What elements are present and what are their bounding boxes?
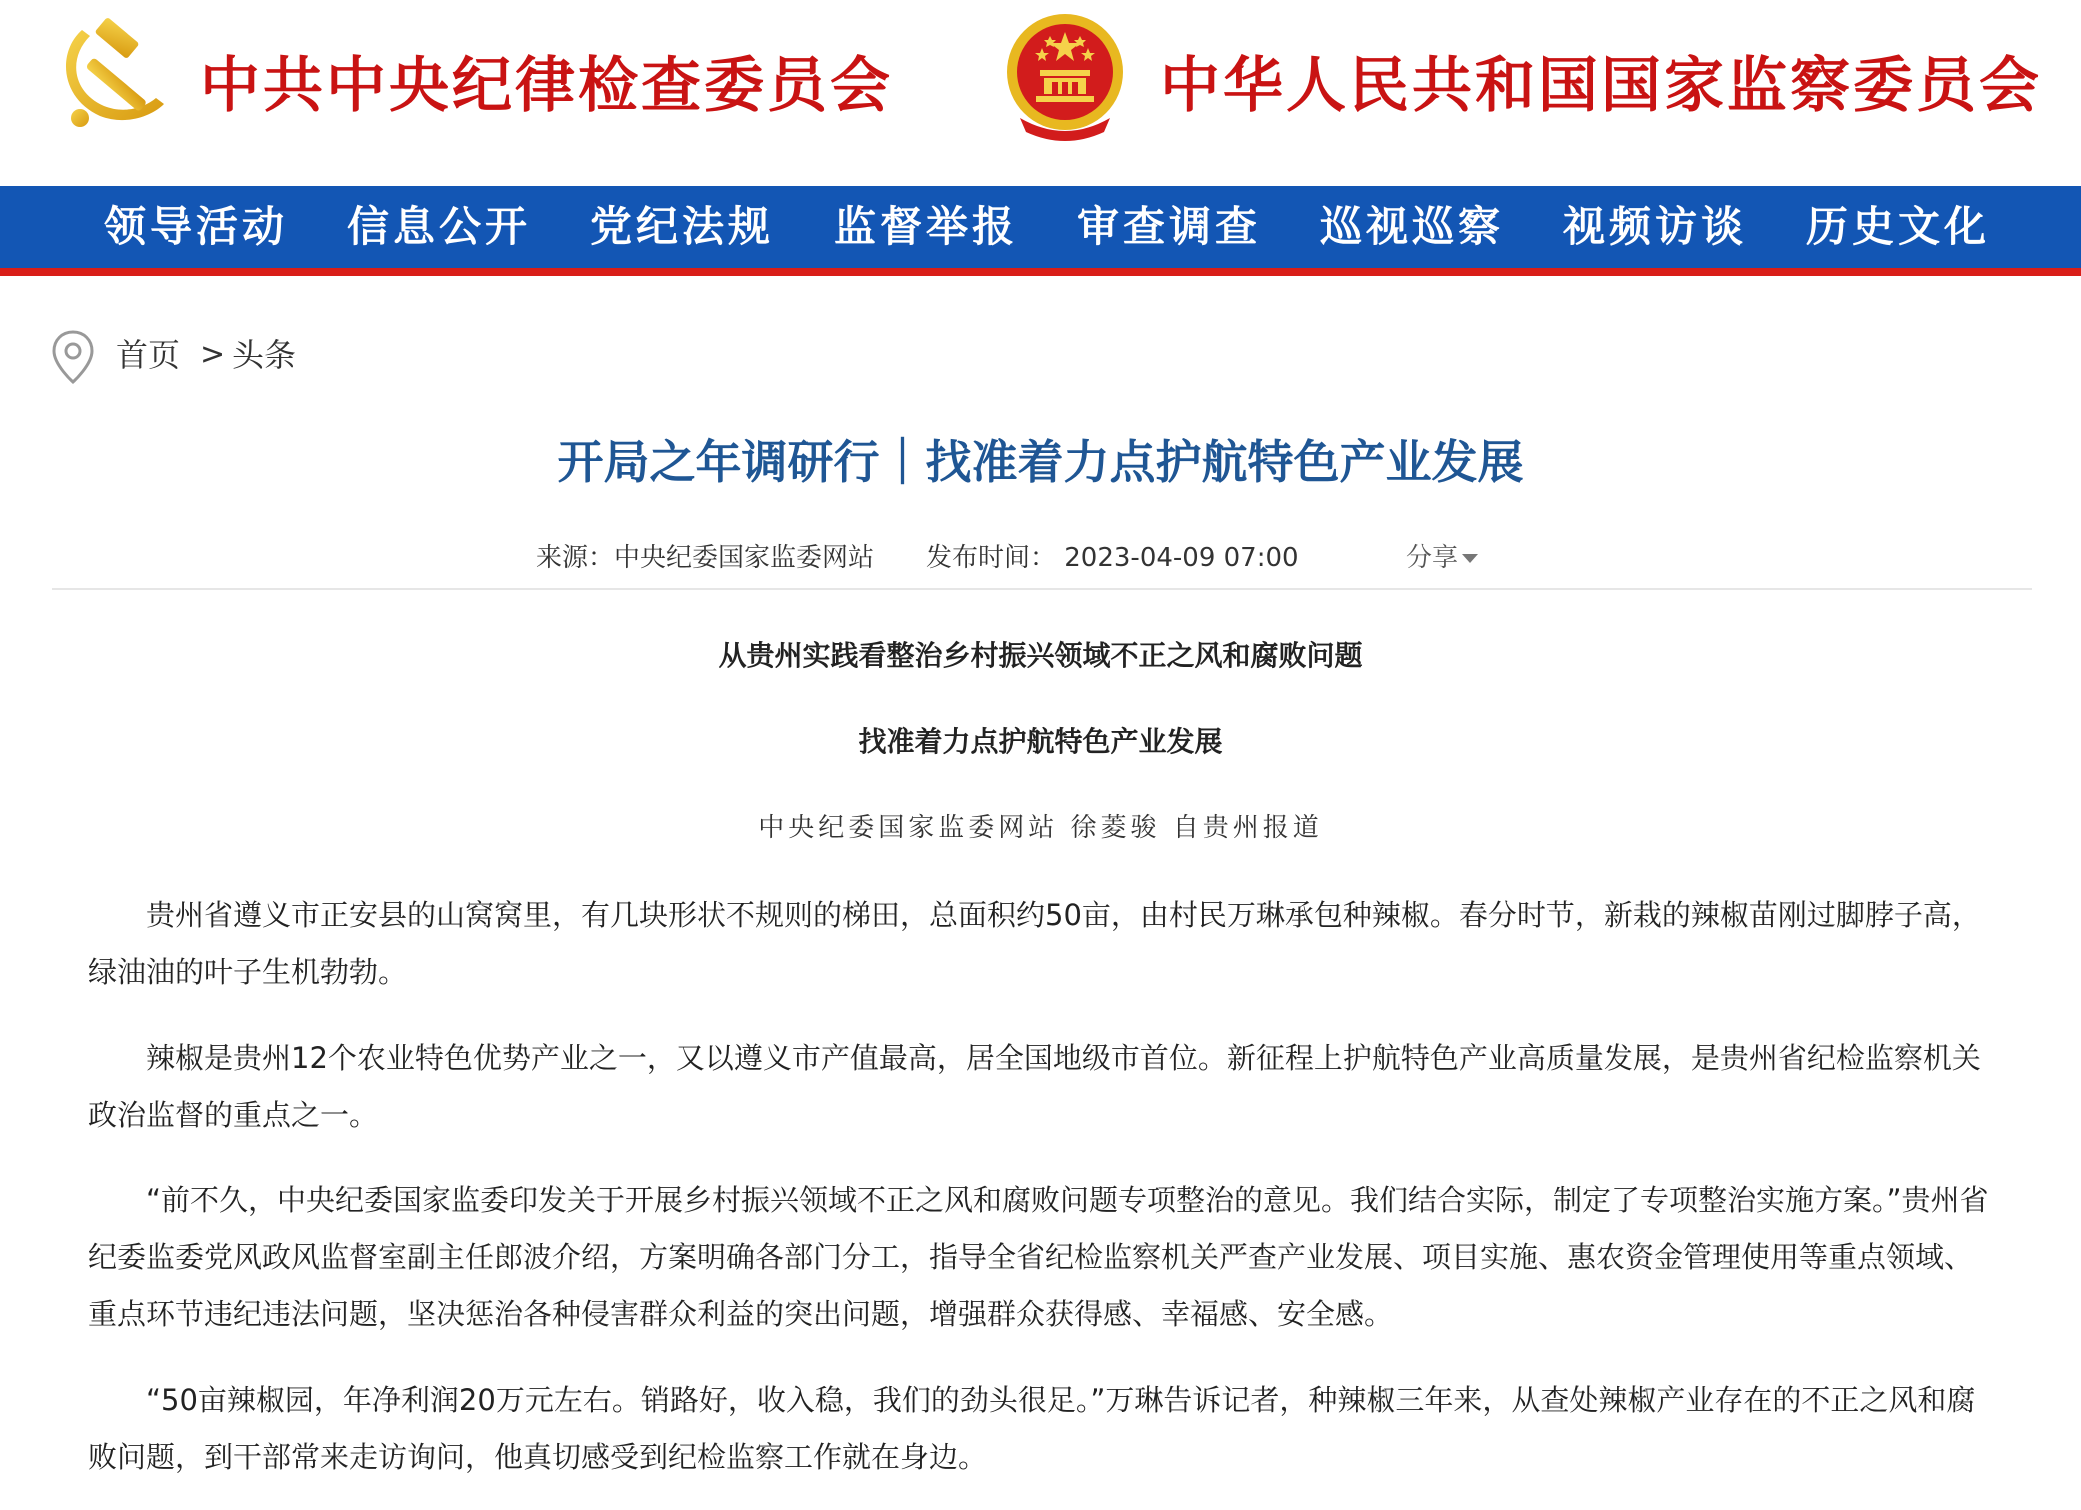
nav-item-leadership-activities[interactable]: 领导活动	[104, 202, 289, 251]
nav-item-supervision-reporting[interactable]: 监督举报	[834, 202, 1019, 251]
org-name-national-supervision[interactable]: 中华人民共和国国家监察委员会	[1160, 51, 2042, 121]
article-publish-time: 发布时间： 2023-04-09 07:00	[926, 543, 1299, 573]
article-title: 开局之年调研行｜找准着力点护航特色产业发展	[557, 435, 1524, 489]
article-paragraph: “前不久，中央纪委国家监委印发关于开展乡村振兴领域不正之风和腐败问题专项整治的意见。我们结合实际，制定了专项整治实施方案。”贵州省纪委监委党风政风监督室副主任郎波介绍，方案明确各部门分工，指导全省纪检监察机关严查产业发展、项目实施、惠农资金管理使用等重点领域、重点环节违纪违法问题，坚决惩治各种侵害群众利益的突出问题，增强群众获得感、幸福感、安全感。	[88, 1183, 1989, 1331]
nav-item-party-regulations[interactable]: 党纪法规	[590, 202, 775, 251]
share-dropdown[interactable]	[1406, 540, 1478, 576]
article-paragraph: “50亩辣椒园，年净利润20万元左右。销路好，收入稳，我们的劲头很足。”万琳告诉记者，种辣椒三年来，从查处辣椒产业存在的不正之风和腐败问题，到干部常来走访询问，他真切感受到纪检监察工作就在身边。	[88, 1383, 1976, 1474]
nav-item-video-interviews[interactable]: 视频访谈	[1563, 202, 1748, 251]
header-divider	[52, 588, 2032, 590]
site-header	[0, 0, 2081, 186]
nav-item-inspection-tours[interactable]: 巡视巡察	[1320, 202, 1505, 251]
caret-down-icon	[1462, 554, 1478, 563]
article-subheading-1: 从贵州实践看整治乡村振兴领域不正之风和腐败问题	[718, 639, 1363, 672]
article-subheading-2: 找准着力点护航特色产业发展	[858, 725, 1223, 758]
article-paragraph: 辣椒是贵州12个农业特色优势产业之一，又以遵义市产值最高，居全国地级市首位。新征程上护航特色产业高质量发展，是贵州省纪检监察机关政治监督的重点之一。	[88, 1041, 1981, 1132]
breadcrumb-separator: >	[200, 337, 226, 372]
nav-item-information-disclosure[interactable]: 信息公开	[347, 202, 532, 251]
nav-red-underline	[0, 268, 2081, 276]
share-label: 分享	[1406, 543, 1459, 573]
article-paragraph: 贵州省遵义市正安县的山窝窝里，有几块形状不规则的梯田，总面积约50亩，由村民万琳承包种辣椒。春分时节，新栽的辣椒苗刚过脚脖子高，绿油油的叶子生机勃勃。	[88, 898, 1981, 989]
article-byline: 中央纪委国家监委网站 徐菱骏 自贵州报道	[758, 813, 1323, 843]
article-source: 来源：中央纪委国家监委网站	[536, 543, 875, 573]
location-pin-icon	[50, 329, 96, 385]
nav-item-history-culture[interactable]: 历史文化	[1806, 202, 1991, 251]
org-name-cpc-discipline[interactable]: 中共中央纪律检查委员会	[200, 51, 893, 121]
main-nav-bar	[0, 186, 2081, 268]
national-emblem-icon[interactable]	[1000, 8, 1130, 144]
breadcrumb-current-link[interactable]: 头条	[232, 336, 297, 374]
party-emblem-icon[interactable]	[52, 12, 176, 136]
breadcrumb-home-link[interactable]: 首页	[116, 336, 181, 374]
nav-item-review-investigation[interactable]: 审查调查	[1077, 202, 1262, 251]
